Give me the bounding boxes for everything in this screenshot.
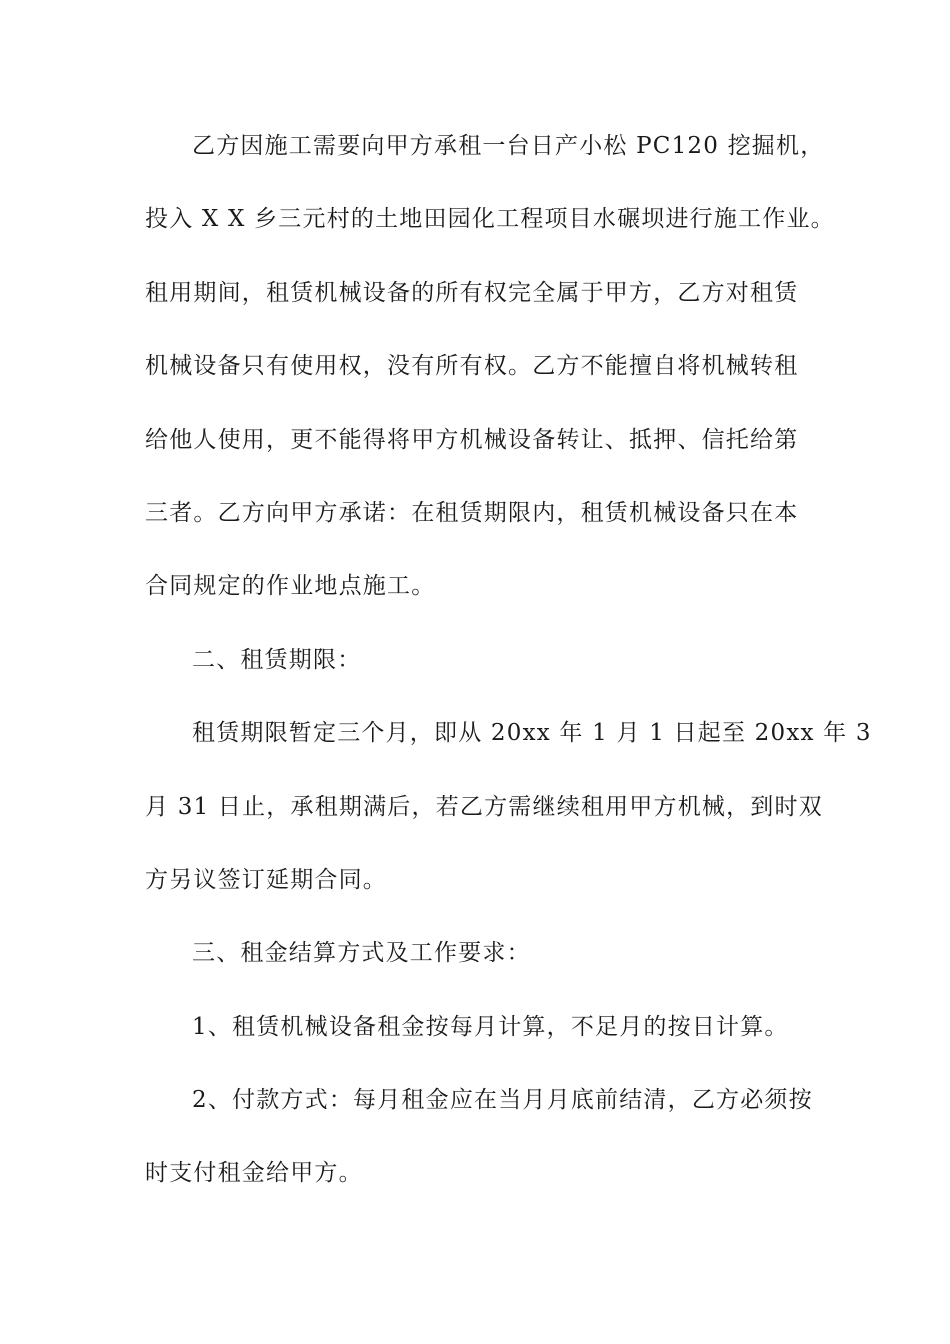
paragraph-line: 三者。乙方向甲方承诺：在租赁期限内，租赁机械设备只在本: [145, 499, 799, 526]
paragraph-line: 时支付租金给甲方。: [145, 1160, 363, 1187]
document-body: [145, 123, 872, 1224]
paragraph-line: 方另议签订延期合同。: [145, 866, 387, 893]
paragraph-line: 租赁期限暂定三个月，即从 20xx 年 1 月 1 日起至 20xx 年 3: [192, 720, 872, 747]
paragraph-line: 合同规定的作业地点施工。: [145, 573, 436, 600]
paragraph-line: 投入 X X 乡三元村的土地田园化工程项目水碾坝进行施工作业。: [145, 206, 835, 233]
paragraph-line: 乙方因施工需要向甲方承租一台日产小松 PC120 挖掘机，: [192, 133, 825, 159]
paragraph-line: 月 31 日止，承租期满后，若乙方需继续租用甲方机械，到时双: [145, 793, 823, 820]
paragraph-line: 租用期间，租赁机械设备的所有权完全属于甲方，乙方对租赁: [145, 279, 799, 306]
list-item: 2、付款方式：每月租金应在当月月底前结清，乙方必须按: [192, 1087, 813, 1114]
paragraph-line: 机械设备只有使用权，没有所有权。乙方不能擅自将机械转租: [145, 353, 799, 380]
list-item: 1、租赁机械设备租金按每月计算，不足月的按日计算。: [192, 1013, 789, 1040]
paragraph-line: 给他人使用，更不能得将甲方机械设备转让、抵押、信托给第: [145, 426, 799, 453]
section-heading: 三、租金结算方式及工作要求：: [192, 940, 531, 967]
section-heading: 二、租赁期限：: [192, 646, 362, 673]
